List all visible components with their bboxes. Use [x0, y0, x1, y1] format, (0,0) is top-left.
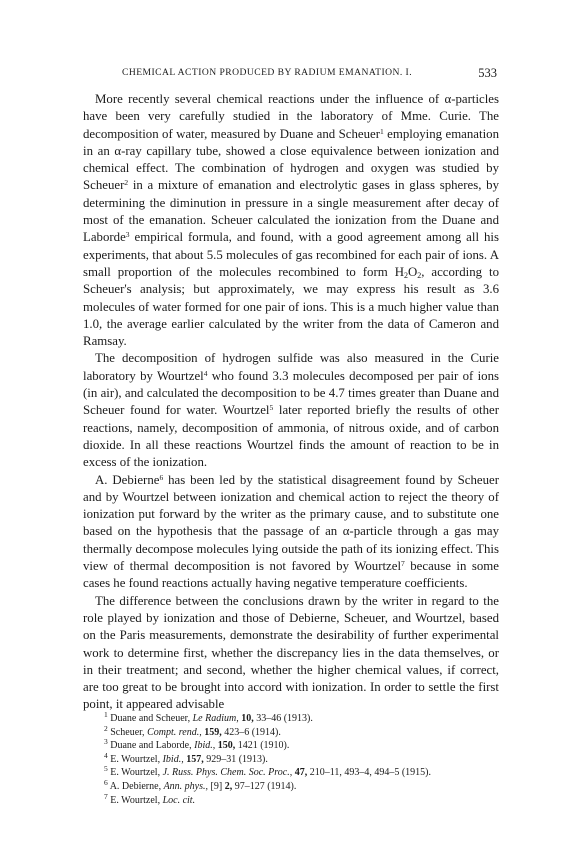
- citation-source: Ibid.,: [162, 753, 184, 765]
- citation-source: Ann. phys.,: [163, 780, 209, 792]
- footnote: [104, 777, 504, 794]
- text-run: employing emanation in an α-ray capillary tube, showed a close equivalence between ionization and chemical effect. The combination of hydrogen and oxygen was studied by Scheuer: [83, 126, 499, 193]
- footnote-ref: 6: [159, 472, 164, 482]
- footnote: [104, 739, 504, 753]
- paragraph-hydrogen-sulfide: [83, 350, 499, 471]
- body-text: [83, 91, 499, 714]
- citation-text: 210–11, 493–4, 494–5 (1915).: [307, 767, 431, 779]
- citation-text: E. Wourtzel,: [107, 794, 163, 806]
- subscript: 2: [417, 270, 422, 280]
- text-run: who found 3.3 molecules decomposed per pair of ions (in air), and calculated the decomposition to be 4.7 times greater than Duane and Scheuer found for water. Wourtzel: [83, 368, 499, 418]
- citation-volume: 10,: [241, 713, 254, 724]
- citation-source: Loc. cit.: [162, 794, 196, 806]
- footnote-ref: 3: [125, 230, 130, 240]
- footnote: [104, 712, 504, 726]
- citation-volume: 150,: [217, 740, 236, 752]
- citation-text: 929–31 (1913).: [203, 753, 268, 765]
- footnote-ref: 2: [124, 178, 129, 188]
- footnote: [104, 750, 504, 767]
- footnotes: [104, 712, 504, 807]
- footnote: [104, 723, 504, 740]
- citation-source: Compt. rend.,: [147, 726, 202, 738]
- text-run: A. Debierne: [95, 472, 160, 487]
- text-run: in a mixture of emanation and electrolytic gases in glass spheres, by determining the diminution in pressure in a single measurement after decay of most of the emanation. Scheuer calculated the ionization from the Duane and Laborde: [83, 178, 499, 245]
- footnote-number: 3: [104, 737, 108, 747]
- text-run: has been led by the statistical disagreement found by Scheuer and by Wourtzel between ionization and chemical action to reject the theory of ionization put forward by the writer as the primary cause, and to substitute one based on the hypothesis that the passage of an α-particle through a gas may thermally decompose molecules lying outside the path of its ionizing effect. This view of thermal decomposition is not favored by Wourtzel: [83, 472, 500, 574]
- citation-volume: 157,: [186, 753, 204, 765]
- page-number: 533: [478, 66, 497, 80]
- citation-text: Scheuer,: [107, 726, 148, 738]
- citation-source: Ibid.,: [194, 740, 216, 752]
- citation-volume: 159,: [204, 726, 222, 738]
- paragraph-decomposition-of-water: [83, 91, 499, 350]
- citation-text: 97–127 (1914).: [232, 780, 297, 792]
- footnote-number: 2: [104, 723, 108, 733]
- page-header: [85, 67, 497, 83]
- citation-text: A. Debierne,: [107, 780, 164, 792]
- paragraph-debierne-theory: [83, 472, 499, 593]
- citation-text: 423–6 (1914).: [221, 726, 281, 738]
- footnote-number: 6: [104, 777, 108, 787]
- text-run: O: [407, 264, 418, 279]
- footnote-number: 5: [104, 764, 108, 774]
- footnote-number: 4: [104, 750, 108, 760]
- footnote-number: 7: [104, 791, 108, 801]
- citation-text: [9]: [208, 780, 225, 792]
- citation-source: J. Russ. Phys. Chem. Soc. Proc.,: [162, 767, 293, 779]
- subscript: 2: [403, 270, 408, 280]
- citation-text: E. Wourtzel,: [107, 767, 163, 779]
- footnote-ref: 4: [203, 368, 208, 378]
- paragraph-paris-measurements: [83, 593, 499, 714]
- text-run: The decomposition of hydrogen sulfide was also measured in the Curie laboratory by Wourtzel: [83, 351, 499, 383]
- footnote-number: 1: [104, 710, 108, 719]
- citation-text: 33–46 (1913).: [253, 713, 313, 724]
- citation-volume: 2,: [224, 780, 233, 792]
- citation-text: 1421 (1910).: [235, 740, 290, 752]
- citation-source: Le Radium,: [192, 713, 239, 724]
- text-run: empirical formula, and found, with a good agreement among all his experiments, that about 5.5 molecules of gas recombined for each pair of ions. A small proportion of the molecules recombined to form H: [83, 230, 499, 279]
- text-run: More recently several chemical reactions under the influence of α-particles have been very carefully studied in the laboratory of Mme. Curie. The decomposition of water, measured by Duane and Scheuer: [83, 92, 499, 141]
- footnote-ref: 7: [401, 559, 405, 569]
- citation-volume: 47,: [294, 767, 308, 779]
- citation-text: E. Wourtzel,: [107, 753, 163, 765]
- citation-text: Duane and Laborde,: [107, 740, 195, 752]
- footnote: [104, 791, 504, 808]
- footnote-ref: 1: [379, 126, 384, 136]
- footnote: [104, 766, 504, 780]
- footnote-ref: 5: [269, 403, 274, 413]
- text-run: The difference between the conclusions drawn by the writer in regard to the role played by ionization and those of Debierne, Scheuer, and Wourtzel, based on the Paris measurements, demonstrate the desirability of further experimental work to determine first, whether the discrepancy lies in the data themselves, or in their treatment; and second, whether the higher chemical values, if correct, are too great to be brought into accord with ionization. In order to settle the first point, it appeared advisable: [83, 593, 499, 712]
- running-title: CHEMICAL ACTION PRODUCED BY RADIUM EMANATION. I.: [122, 67, 413, 78]
- text-run: later reported briefly the results of other reactions, namely, decomposition of ammonia, of nitrous oxide, and of carbon dioxide. In all these reactions Wourtzel finds the amount of reaction to be in excess of the ionization.: [83, 403, 499, 470]
- text-run: because in some cases he found reactions actually having negative temperature coefficients.: [83, 559, 499, 591]
- text-run: , according to Scheuer's analysis; but approximately, we may express his result as 3.6 molecules of water formed for one pair of ions. This is a much higher value than 1.0, the average earlier calculated by the writer from the data of Cameron and Ramsay.: [83, 264, 499, 349]
- citation-text: Duane and Scheuer,: [107, 713, 193, 724]
